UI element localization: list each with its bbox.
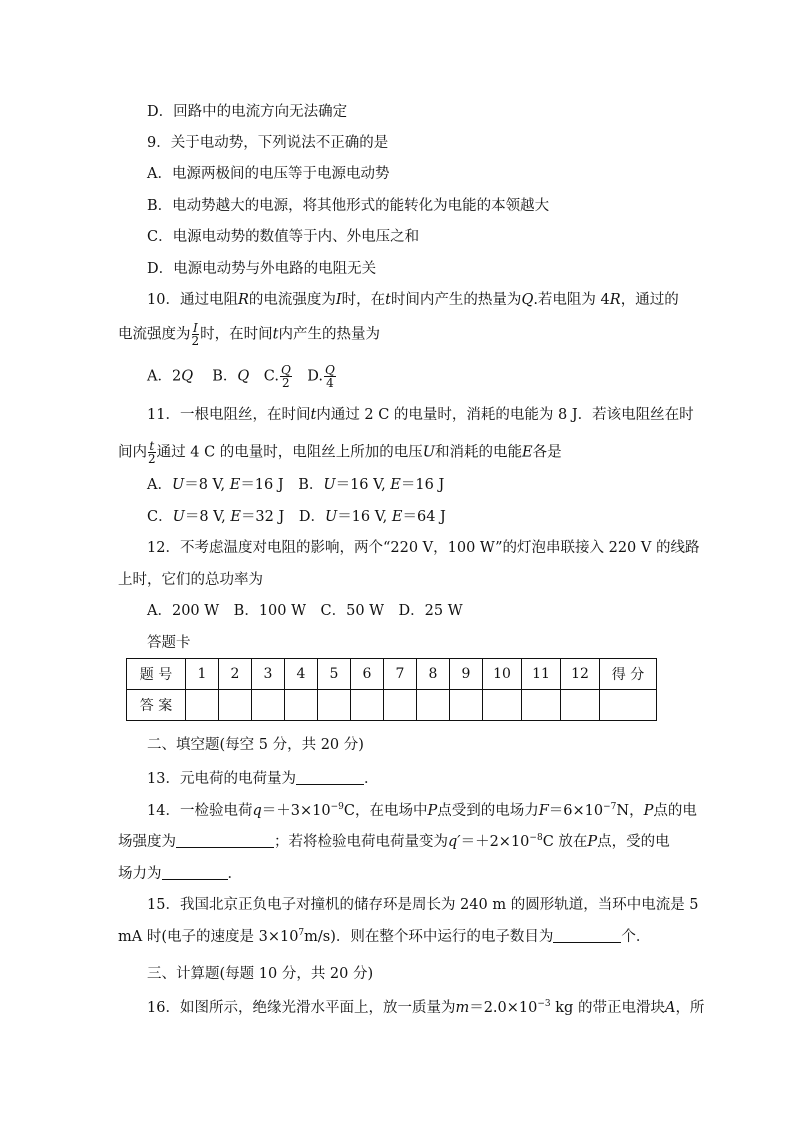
answer-cell[interactable] — [252, 690, 285, 721]
q14-line3: 场力为 ． — [118, 866, 242, 882]
q10-options: A．2Q B．Q C. $\frac{Q}{2}$ D. $\frac{Q}{4}$ — [147, 363, 335, 390]
q9-option-b: B．电动势越大的电源，将其他形式的能转化为电能的本领越大 — [147, 198, 550, 214]
q15-blank[interactable] — [553, 928, 621, 943]
fraction-q-over-4: $\frac{Q}{4}$ — [325, 363, 335, 390]
answer-cell[interactable] — [384, 690, 417, 721]
fraction-i-over-2: $\frac{I}{2}$ — [191, 321, 200, 348]
question-number: 6 — [351, 659, 384, 690]
q12-stem-line2: 上时，它们的总功率为 — [118, 572, 263, 588]
answer-cell[interactable] — [417, 690, 450, 721]
score-header: 得 分 — [600, 659, 657, 690]
q12-stem-line1: 12．不考虑温度对电阻的影响，两个“220 V，100 W”的灯泡串联接入 220 V 的线路 — [147, 540, 700, 556]
question-number: 2 — [219, 659, 252, 690]
answer-cell[interactable] — [450, 690, 483, 721]
q11-options-cd: C．U＝8 V, E＝32 J D．U＝16 V, E＝64 J — [147, 509, 446, 525]
answer-cell[interactable] — [483, 690, 522, 721]
q14-field-strength-blank[interactable] — [176, 833, 274, 848]
answer-header: 答 案 — [127, 690, 186, 721]
question-number: 4 — [285, 659, 318, 690]
q13: 13．元电荷的电荷量为 ． — [147, 771, 379, 787]
q15-line1: 15．我国北京正负电子对撞机的储存环是周长为 240 m 的圆形轨道，当环中电流是 5 — [147, 897, 699, 913]
q12-options: A．200 W B．100 W C．50 W D．25 W — [147, 603, 463, 619]
answer-card-title: 答题卡 — [147, 635, 191, 651]
question-number: 9 — [450, 659, 483, 690]
q9-option-c: C．电源电动势的数值等于内、外电压之和 — [147, 229, 420, 245]
fraction-t-over-2: $\frac{t}{2}$ — [148, 439, 156, 466]
question-number: 12 — [561, 659, 600, 690]
q16-line1: 16．如图所示，绝缘光滑水平面上，放一质量为$m=2.0\times 10^{-3}$ kg 的带正电滑块A，所 — [147, 999, 705, 1016]
q8-option-d: D．回路中的电流方向无法确定 — [147, 104, 348, 120]
answer-card-answer-row — [127, 690, 657, 721]
q11-stem-line2: 间内 $\frac{t}{2}$ 通过 4 C 的电量时，电阻丝上所加的电压U和消耗的电能E各是 — [118, 439, 562, 466]
section-3-title: 三、计算题(每题 10 分，共 20 分) — [147, 966, 374, 982]
answer-cell[interactable] — [186, 690, 219, 721]
score-cell[interactable] — [600, 690, 657, 721]
q15-line2: mA 时(电子的速度是 $3\times 10^7m/s$)．则在整个环中运行的电子数目为 个． — [118, 928, 651, 945]
question-number: 8 — [417, 659, 450, 690]
q14-force-blank[interactable] — [162, 865, 228, 880]
q14-line2: 场强度为 ；若将检验电荷电荷量变为$q'=+2\times 10^{-8}C$ 放在P点，受的电 — [118, 833, 670, 850]
question-number: 5 — [318, 659, 351, 690]
q11-stem-line1: 11．一根电阻丝，在时间t内通过 2 C 的电量时，消耗的电能为 8 J．若该电阻丝在时 — [147, 407, 694, 423]
answer-cell[interactable] — [561, 690, 600, 721]
question-number: 7 — [384, 659, 417, 690]
question-number: 10 — [483, 659, 522, 690]
answer-cell[interactable] — [219, 690, 252, 721]
answer-cell[interactable] — [351, 690, 384, 721]
q14-line1: 14．一检验电荷$q=+3\times 10^{-9}C$，在电场中P点受到的电场力$F=6\times 10^{-7}N$，P点的电 — [147, 802, 697, 819]
q11-options-ab: A．U＝8 V, E＝16 J B．U＝16 V, E＝16 J — [147, 477, 445, 493]
q10-stem-line2: 电流强度为 $\frac{I}{2}$ 时，在时间t内产生的热量为 — [118, 321, 380, 348]
q9-option-d: D．电源电动势与外电路的电阻无关 — [147, 261, 377, 277]
answer-cell[interactable] — [318, 690, 351, 721]
q9-option-a: A．电源两极间的电压等于电源电动势 — [147, 166, 390, 182]
question-number: 1 — [186, 659, 219, 690]
question-number: 3 — [252, 659, 285, 690]
answer-card-number-row — [127, 659, 657, 690]
q10-stem-line1: 10．通过电阻R的电流强度为I时，在t时间内产生的热量为Q.若电阻为 4R，通过的 — [147, 292, 679, 308]
q9-stem: 9．关于电动势，下列说法不正确的是 — [147, 135, 389, 151]
question-number: 11 — [522, 659, 561, 690]
fraction-q-over-2: $\frac{Q}{2}$ — [280, 363, 291, 390]
q13-blank[interactable] — [296, 770, 364, 785]
answer-cell[interactable] — [522, 690, 561, 721]
question-number-header: 题 号 — [127, 659, 186, 690]
section-2-title: 二、填空题(每空 5 分，共 20 分) — [147, 737, 364, 753]
answer-card-table — [126, 658, 657, 721]
answer-cell[interactable] — [285, 690, 318, 721]
